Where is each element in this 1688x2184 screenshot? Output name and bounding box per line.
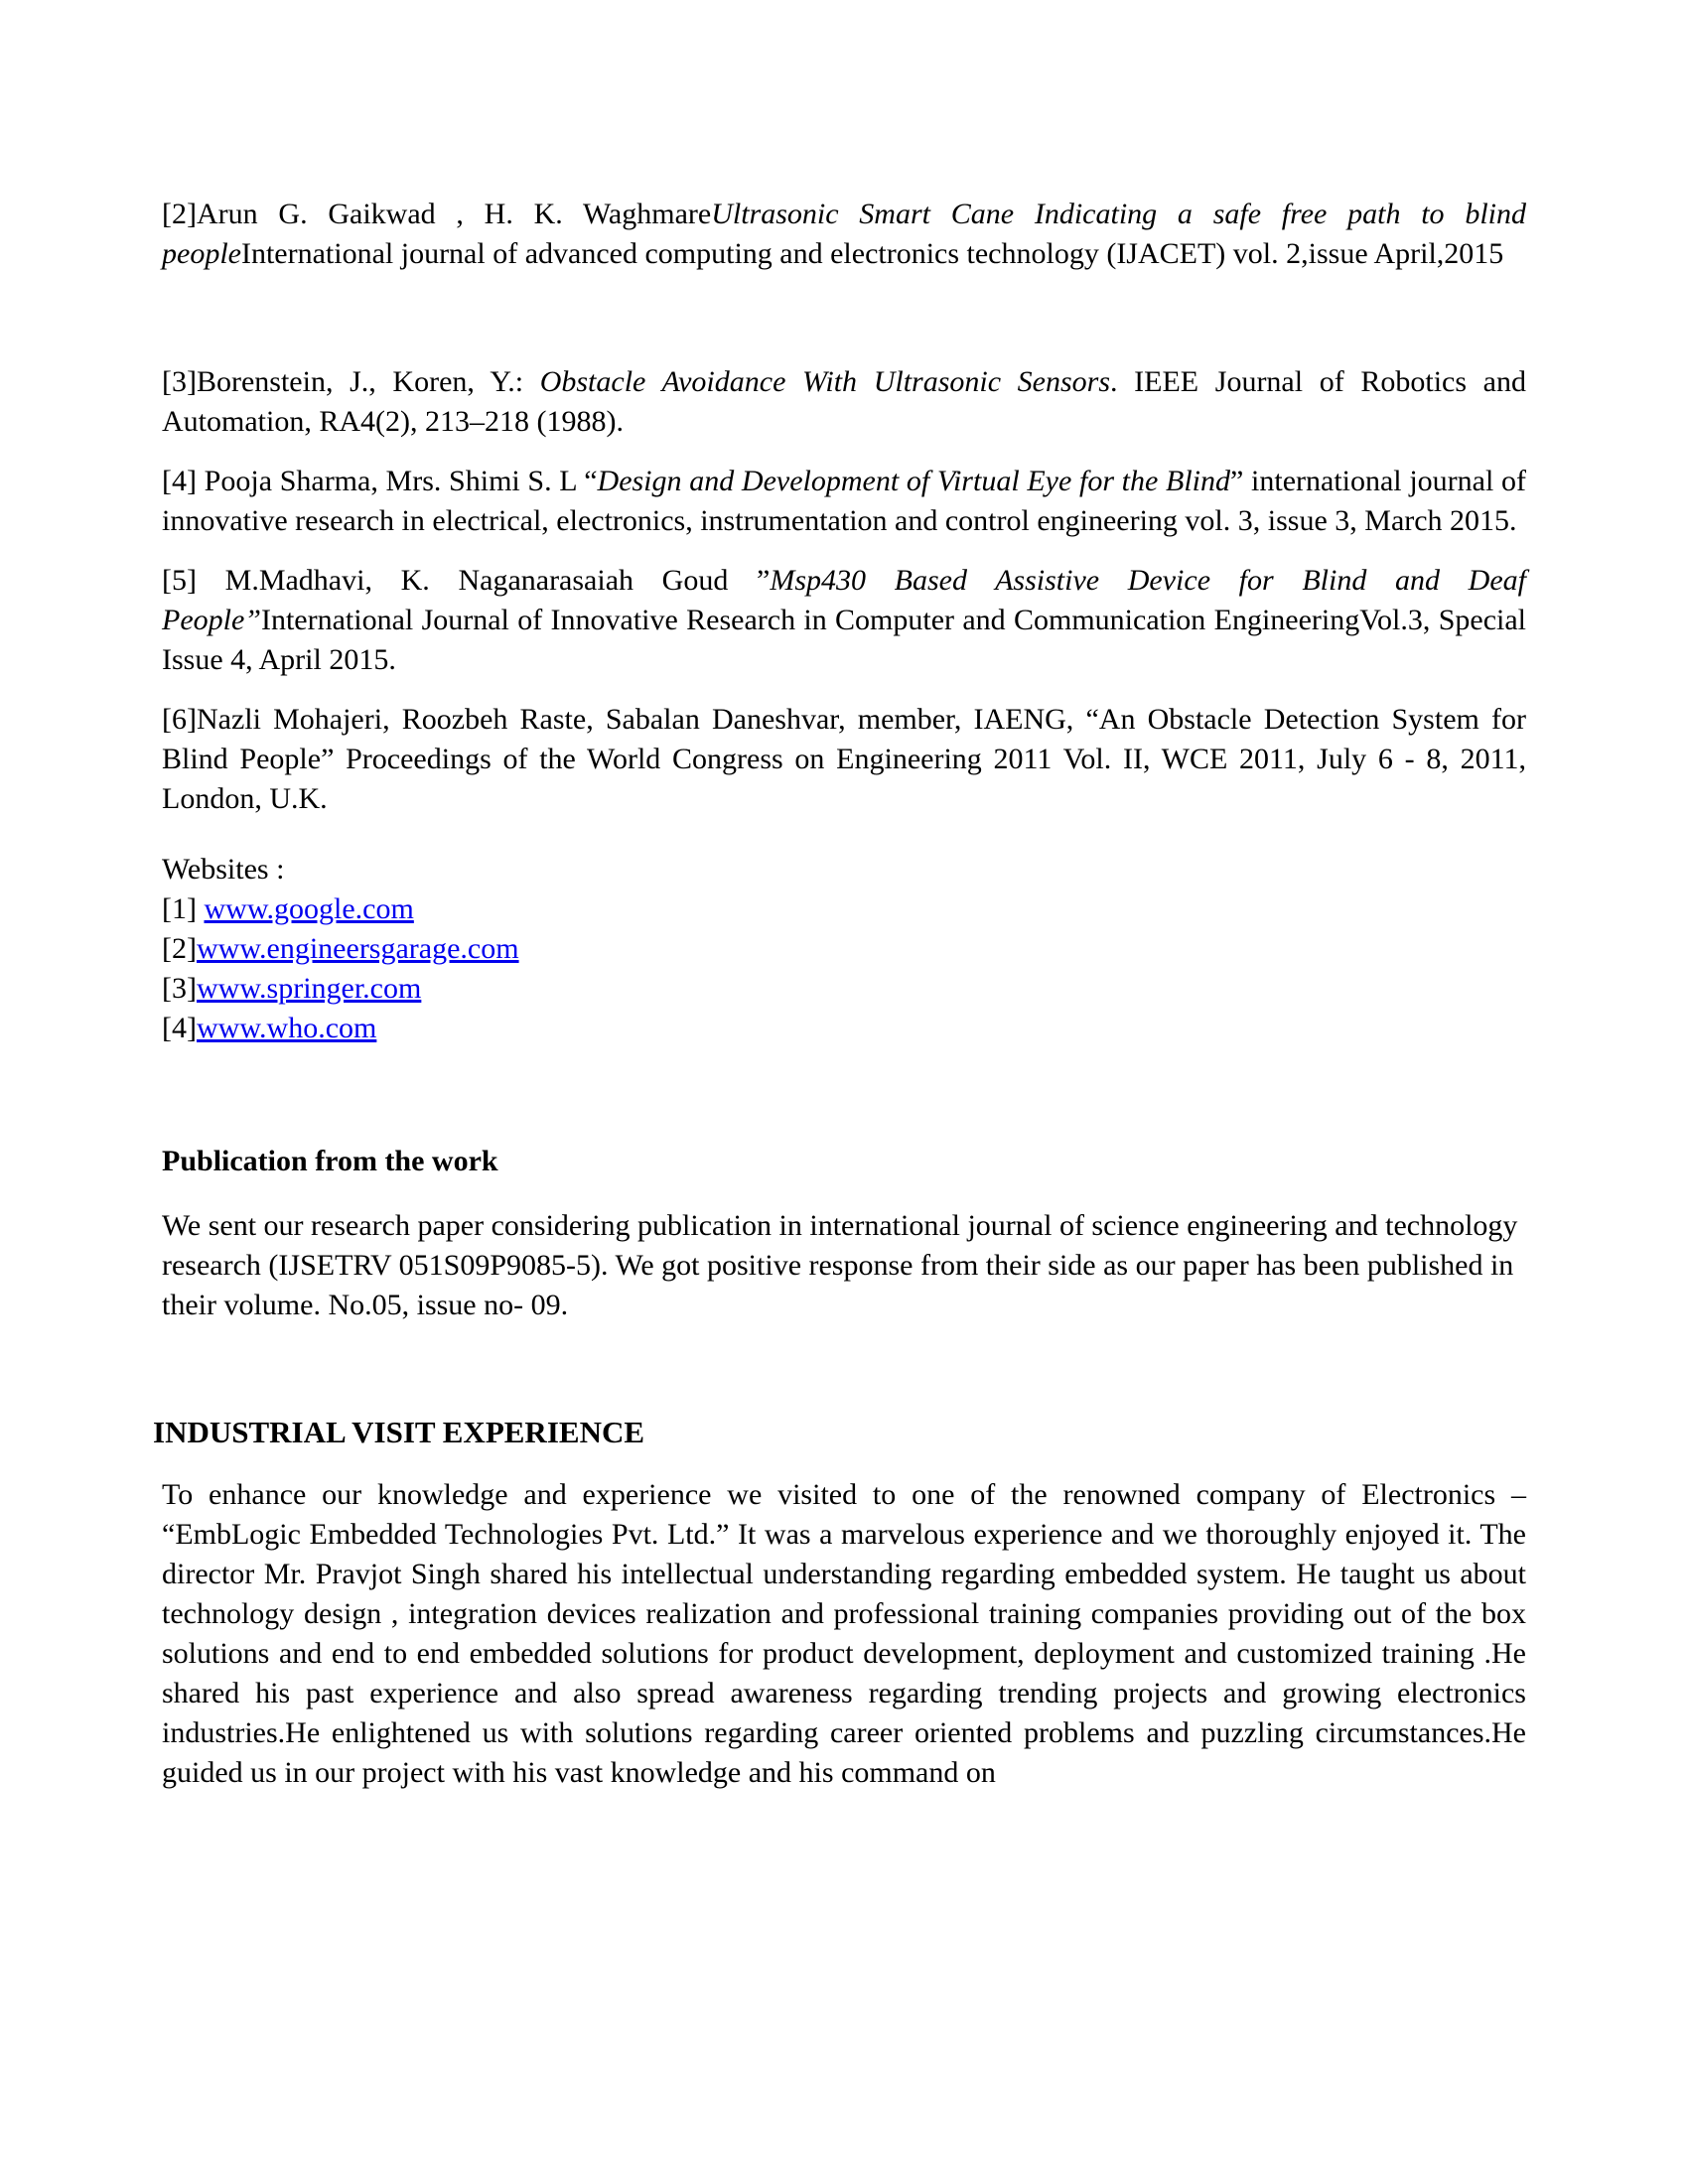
- website-index-label: [2]: [162, 932, 197, 965]
- reference-text: . IEEE Journal of Robotics and Automation, RA4(2), 213–218 (1988).: [162, 365, 1526, 438]
- reference-paragraph: [162, 561, 1526, 680]
- reference-paragraph: [162, 700, 1526, 819]
- website-index-label: [3]: [162, 972, 197, 1005]
- reference-text: ” international journal of innovative research in electrical, electronics, instrumentation and control engineering vol. 3, issue 3, March 2015.: [162, 465, 1526, 537]
- reference-text: International Journal of Innovative Research in Computer and Communication EngineeringVol.3, Special Issue 4, April 2015.: [162, 604, 1526, 676]
- website-link[interactable]: www.who.com: [196, 1012, 377, 1044]
- website-link[interactable]: www.engineersgarage.com: [196, 932, 519, 965]
- websites-section: [162, 850, 1526, 1048]
- website-list-item: [162, 929, 1526, 969]
- reference-title-italic: Obstacle Avoidance With Ultrasonic Sensors: [539, 365, 1111, 398]
- website-list-item: [162, 889, 1526, 929]
- industrial-visit-heading: INDUSTRIAL VISIT EXPERIENCE: [153, 1415, 645, 1449]
- reference-paragraph: [162, 462, 1526, 541]
- references-section: [162, 195, 1526, 819]
- website-link[interactable]: www.google.com: [204, 892, 414, 925]
- reference-title-italic: Design and Development of Virtual Eye for the Blind: [597, 465, 1231, 497]
- reference-text: [6]Nazli Mohajeri, Roozbeh Raste, Sabalan Daneshvar, member, IAENG, “An Obstacle Detection System for Blind People” Proceedings of the World Congress on Engineering 2011 Vol. II, WCE 2011, July 6 - 8, 2011, London, U.K.: [162, 703, 1526, 815]
- reference-text: [3]Borenstein, J., Koren, Y.:: [162, 365, 540, 398]
- reference-text: [4] Pooja Sharma, Mrs. Shimi S. L “: [162, 465, 598, 497]
- document-page: [153, 195, 1526, 1793]
- website-link[interactable]: www.springer.com: [196, 972, 422, 1005]
- website-list-item: [162, 1009, 1526, 1048]
- publication-paragraph: We sent our research paper considering publication in international journal of science engineering and technology research (IJSETRV 051S09P9085-5). We got positive response from their side as our paper has been published in their volume. No.05, issue no- 09.: [162, 1209, 1518, 1321]
- reference-text: [5] M.Madhavi, K. Naganarasaiah Goud ”: [162, 564, 771, 597]
- reference-title-italic: Ultrasonic Smart Cane Indicating a safe free path to blind people: [162, 198, 1526, 270]
- website-list-item: [162, 969, 1526, 1009]
- reference-text: International journal of advanced computing and electronics technology (IJACET) vol. 2,issue April,2015: [240, 237, 1504, 270]
- reference-title-italic: Msp430 Based Assistive Device for Blind and Deaf People”: [162, 564, 1526, 636]
- publication-heading: Publication from the work: [162, 1145, 498, 1177]
- industrial-visit-paragraph: To enhance our knowledge and experience we visited to one of the renowned company of Electronics – “EmbLogic Embedded Technologies Pvt. Ltd.” It was a marvelous experience and we thoroughly enjoyed it. The director Mr. Pravjot Singh shared his intellectual understanding regarding embedded system. He taught us about technology design , integration devices realization and professional training companies providing out of the box solutions and end to end embedded solutions for product development, deployment and customized training .He shared his past experience and also spread awareness regarding trending projects and growing electronics industries.He enlightened us with solutions regarding career oriented problems and puzzling circumstances.He guided us in our project with his vast knowledge and his command on: [162, 1478, 1526, 1789]
- website-index-label: [4]: [162, 1012, 197, 1044]
- reference-text: [2]Arun G. Gaikwad , H. K. Waghmare: [162, 198, 712, 230]
- websites-list: [162, 889, 1526, 1048]
- website-index-label: [1]: [162, 892, 205, 925]
- websites-heading: Websites :: [162, 853, 285, 886]
- reference-paragraph: [162, 195, 1526, 274]
- reference-paragraph: [162, 362, 1526, 442]
